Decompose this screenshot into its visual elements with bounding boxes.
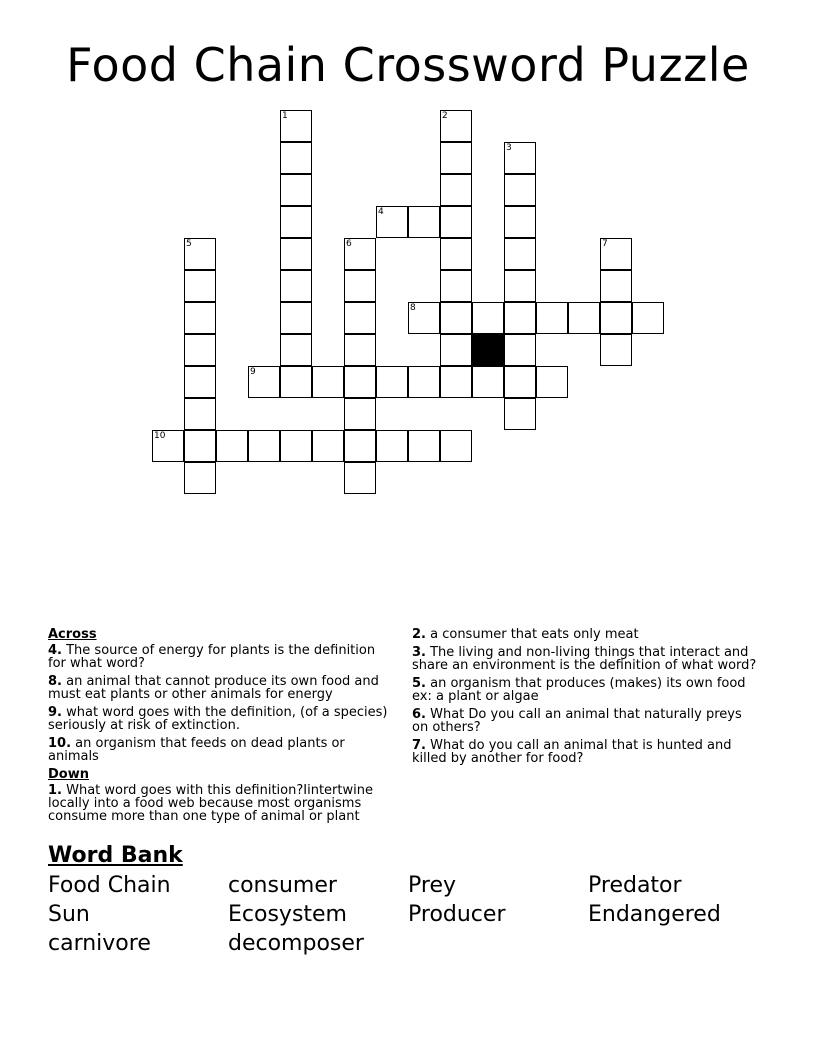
clue-number-label: 1 <box>282 111 288 121</box>
clue-number: 4. <box>48 643 62 658</box>
word-bank-word: Prey <box>408 873 456 898</box>
crossword-cell[interactable] <box>440 174 472 206</box>
crossword-cell[interactable] <box>440 270 472 302</box>
crossword-cell[interactable] <box>408 430 440 462</box>
crossword-cell[interactable] <box>280 334 312 366</box>
crossword-cell[interactable] <box>280 430 312 462</box>
crossword-cell[interactable] <box>280 206 312 238</box>
word-bank-word: decomposer <box>228 931 364 956</box>
crossword-cell[interactable] <box>312 366 344 398</box>
clue-number-label: 10 <box>154 431 166 441</box>
clue-number: 6. <box>412 707 426 722</box>
crossword-cell[interactable] <box>408 206 440 238</box>
word-bank-word: Producer <box>408 902 506 927</box>
crossword-cell[interactable] <box>376 430 408 462</box>
clue-number: 2. <box>412 627 426 642</box>
clue-text: What word goes with this definition?Iintertwine locally into a food web because most organisms consume more than one type of animal or plant <box>48 783 373 824</box>
crossword-cell[interactable] <box>184 430 216 462</box>
crossword-cell[interactable] <box>632 302 664 334</box>
crossword-cell[interactable] <box>440 430 472 462</box>
clue-text: The source of energy for plants is the definition for what word? <box>48 643 376 671</box>
word-bank-title: Word Bank <box>48 843 183 868</box>
clue-number-label: 6 <box>346 239 352 249</box>
clue-text: what word goes with the definition, (of a species) seriously at risk of extinction. <box>48 705 388 733</box>
crossword-cell[interactable] <box>280 142 312 174</box>
crossword-cell[interactable] <box>504 238 536 270</box>
word-bank-word: Endangered <box>588 902 721 927</box>
crossword-cell[interactable] <box>184 302 216 334</box>
crossword-cell[interactable] <box>504 334 536 366</box>
crossword-cell[interactable] <box>280 366 312 398</box>
clue-number: 1. <box>48 783 62 798</box>
crossword-cell[interactable] <box>248 430 280 462</box>
crossword-cell[interactable] <box>344 334 376 366</box>
clues-right-column <box>412 628 757 770</box>
clue-text: What do you call an animal that is hunted and killed by another for food? <box>412 738 732 766</box>
crossword-cell[interactable] <box>184 398 216 430</box>
clue-text: What Do you call an animal that naturally preys on others? <box>412 707 742 735</box>
clues-left-column <box>48 628 393 828</box>
clue-item <box>412 739 757 765</box>
word-bank-word: carnivore <box>48 931 151 956</box>
crossword-cell[interactable] <box>344 398 376 430</box>
crossword-cell[interactable] <box>344 430 376 462</box>
clue-item <box>48 675 393 701</box>
crossword-cell[interactable] <box>280 270 312 302</box>
crossword-cell[interactable] <box>376 366 408 398</box>
clue-number-label: 2 <box>442 111 448 121</box>
clue-number-label: 8 <box>410 303 416 313</box>
clue-item <box>48 644 393 670</box>
crossword-cell[interactable] <box>440 206 472 238</box>
crossword-cell[interactable] <box>216 430 248 462</box>
clue-number-label: 9 <box>250 367 256 377</box>
clue-number: 10. <box>48 736 72 751</box>
crossword-cell[interactable] <box>440 142 472 174</box>
clue-item <box>48 784 393 823</box>
clue-number: 3. <box>412 645 426 660</box>
clue-item <box>412 646 757 672</box>
crossword-cell[interactable] <box>504 302 536 334</box>
page-title: Food Chain Crossword Puzzle <box>66 38 750 92</box>
crossword-cell[interactable] <box>440 334 472 366</box>
crossword-cell[interactable] <box>344 270 376 302</box>
crossword-black-cell <box>472 334 504 366</box>
crossword-cell[interactable] <box>440 366 472 398</box>
clue-item <box>48 706 393 732</box>
crossword-cell[interactable] <box>472 366 504 398</box>
clue-number-label: 7 <box>602 239 608 249</box>
crossword-cell[interactable] <box>504 270 536 302</box>
word-bank-word: consumer <box>228 873 337 898</box>
crossword-cell[interactable] <box>312 430 344 462</box>
crossword-cell[interactable] <box>408 366 440 398</box>
clue-text: an animal that cannot produce its own food and must eat plants or other animals for energy <box>48 674 379 702</box>
crossword-cell[interactable] <box>184 462 216 494</box>
crossword-cell[interactable] <box>504 174 536 206</box>
crossword-cell[interactable] <box>344 462 376 494</box>
crossword-cell[interactable] <box>600 302 632 334</box>
crossword-cell[interactable] <box>184 334 216 366</box>
crossword-cell[interactable] <box>440 302 472 334</box>
crossword-cell[interactable] <box>568 302 600 334</box>
crossword-cell[interactable] <box>344 302 376 334</box>
clue-text: a consumer that eats only meat <box>425 627 639 642</box>
word-bank-word: Sun <box>48 902 90 927</box>
clue-number-label: 5 <box>186 239 192 249</box>
crossword-cell[interactable] <box>504 398 536 430</box>
clue-number: 5. <box>412 676 426 691</box>
clue-item <box>412 677 757 703</box>
clue-number-label: 3 <box>506 143 512 153</box>
crossword-cell[interactable] <box>184 270 216 302</box>
clue-number: 7. <box>412 738 426 753</box>
clue-number-label: 4 <box>378 207 384 217</box>
word-bank-word: Predator <box>588 873 682 898</box>
crossword-cell[interactable] <box>536 366 568 398</box>
clue-item <box>412 708 757 734</box>
crossword-cell[interactable] <box>536 302 568 334</box>
crossword-cell[interactable] <box>472 302 504 334</box>
crossword-cell[interactable] <box>280 302 312 334</box>
down-heading: Down <box>48 767 89 782</box>
word-bank-word: Ecosystem <box>228 902 347 927</box>
across-heading: Across <box>48 627 97 642</box>
crossword-grid <box>0 0 816 520</box>
crossword-cell[interactable] <box>280 174 312 206</box>
word-bank-word: Food Chain <box>48 873 171 898</box>
clue-text: an organism that produces (makes) its own food ex: a plant or algae <box>412 676 746 704</box>
crossword-cell[interactable] <box>504 206 536 238</box>
clue-number: 8. <box>48 674 62 689</box>
crossword-cell[interactable] <box>504 366 536 398</box>
clue-item <box>48 737 393 763</box>
crossword-cell[interactable] <box>600 270 632 302</box>
clue-number: 9. <box>48 705 62 720</box>
crossword-cell[interactable] <box>440 238 472 270</box>
crossword-cell[interactable] <box>344 366 376 398</box>
crossword-cell[interactable] <box>184 366 216 398</box>
crossword-cell[interactable] <box>280 238 312 270</box>
clue-text: an organism that feeds on dead plants or animals <box>48 736 345 764</box>
clue-text: The living and non-living things that interact and share an environment is the definition of what word? <box>412 645 757 673</box>
clue-item <box>412 628 757 641</box>
crossword-cell[interactable] <box>600 334 632 366</box>
